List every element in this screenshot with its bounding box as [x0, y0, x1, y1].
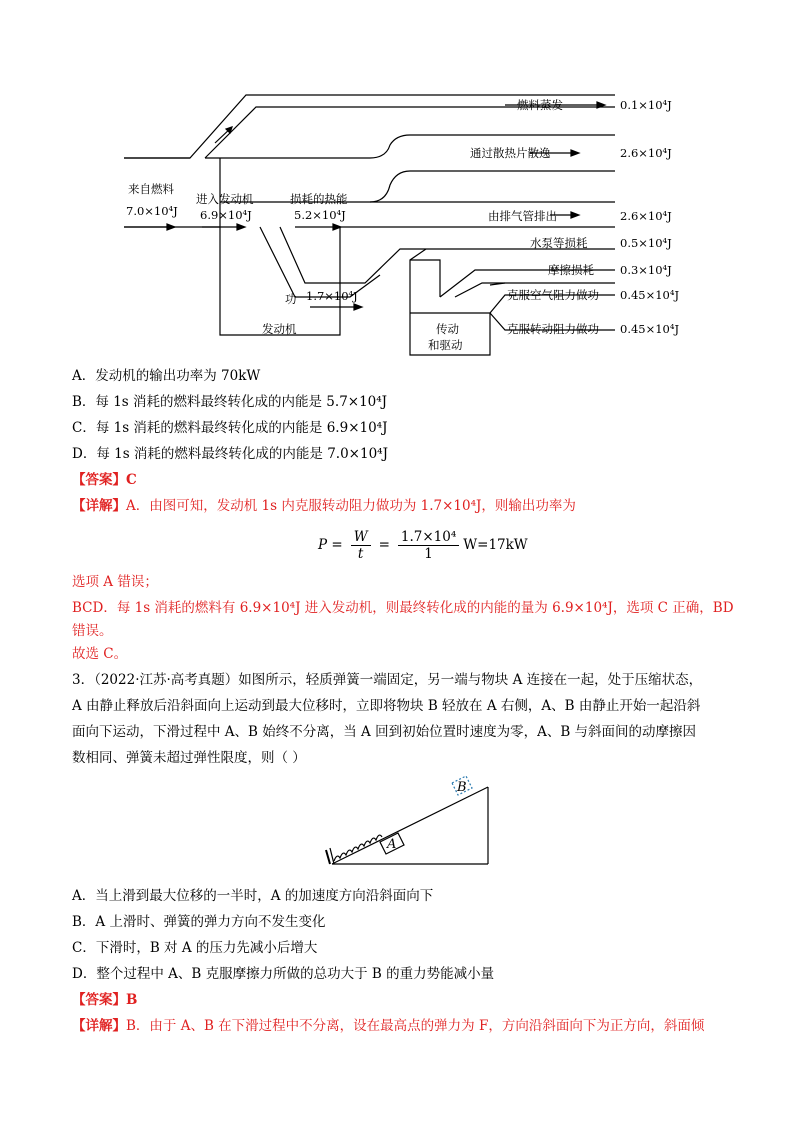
- q3-option-a: A．当上滑到最大位移的一半时，A 的加速度方向沿斜面向下: [72, 888, 434, 904]
- q3-detail-text: B．由于 A、B 在下滑过程中不分离，设在最高点的弹力为 F，方向沿斜面向下为正方向，斜面倾: [126, 1018, 705, 1034]
- q3-option-d: D．整个过程中 A、B 克服摩擦力所做的总功大于 B 的重力势能减小量: [72, 966, 495, 982]
- friction-label: 摩擦损耗: [548, 263, 594, 277]
- q2-option-d: D．每 1s 消耗的燃料最终转化成的内能是 7.0×10⁴J: [72, 446, 388, 462]
- q2-option-c: C．每 1s 消耗的燃料最终转化成的内能是 6.9×10⁴J: [72, 420, 388, 436]
- q2-option-a: A．发动机的输出功率为 70kW: [72, 368, 261, 384]
- q3-stem-line-4: 数相同、弹簧未超过弹性限度，则（ ）: [72, 750, 306, 766]
- formula-num: 1.7×10⁴: [398, 529, 459, 546]
- block-b-label: B: [457, 780, 467, 795]
- q3-stem-line-3: 面向下运动，下滑过程中 A、B 始终不分离，当 A 回到初始位置时速度为零，A、B 与斜面间的动摩擦因: [72, 724, 697, 740]
- formula-eq: =: [378, 537, 390, 553]
- q2-final: 故选 C。: [72, 646, 128, 662]
- transmission-label-1: 传动: [436, 322, 459, 336]
- q3-answer: 【答案】B: [72, 992, 138, 1008]
- heat-loss-value: 5.2×10⁴J: [294, 208, 346, 222]
- q3-stem-line-1: 3．（2022·江苏·高考真题）如图所示，轻质弹簧一端固定，另一端与物块 A 连接在一起，处于压缩状态，: [72, 672, 703, 688]
- q3-option-b: B．A 上滑时、弹簧的弹力方向不发生变化: [72, 914, 326, 930]
- from-fuel-label: 来自燃料: [128, 182, 174, 196]
- formula-den: 1: [424, 545, 433, 562]
- q2-answer: 【答案】C: [72, 472, 137, 488]
- exhaust-value: 2.6×10⁴J: [620, 209, 672, 223]
- pump-value: 0.5×10⁴J: [620, 236, 672, 250]
- formula-w: W: [351, 529, 371, 546]
- air-resistance-value: 0.45×10⁴J: [620, 288, 680, 302]
- q2-option-b: B．每 1s 消耗的燃料最终转化成的内能是 5.7×10⁴J: [72, 394, 388, 410]
- fuel-evap-label: 燃料蒸发: [517, 98, 563, 112]
- incline-figure: [320, 772, 495, 872]
- rolling-resistance-label: 克服转动阻力做功: [507, 322, 599, 336]
- q2-conclusion-bcd-2: 错误。: [72, 623, 113, 639]
- q3-stem-line-2: A 由静止释放后沿斜面向上运动到最大位移时，立即将物块 B 轻放在 A 右侧，A、B 由静止开始一起沿斜: [72, 698, 701, 714]
- heat-loss-label: 损耗的热能: [290, 192, 348, 206]
- fuel-evap-value: 0.1×10⁴J: [620, 98, 672, 112]
- work-label: 功: [285, 292, 297, 306]
- q3-detail-tag: 【详解】: [72, 1018, 126, 1034]
- energy-flow-diagram: [110, 85, 700, 365]
- air-resistance-label: 克服空气阻力做功: [507, 288, 599, 302]
- into-engine-value: 6.9×10⁴J: [200, 208, 252, 222]
- work-value: 1.7×10⁴J: [306, 289, 358, 303]
- radiator-label: 通过散热片散逸: [470, 146, 551, 160]
- formula-lhs: P =: [318, 537, 343, 553]
- from-fuel-value: 7.0×10⁴J: [126, 204, 178, 218]
- formula-rhs: W=17kW: [463, 537, 528, 553]
- rolling-resistance-value: 0.45×10⁴J: [620, 322, 680, 336]
- engine-label: 发动机: [262, 322, 297, 336]
- q3-option-c: C．下滑时，B 对 A 的压力先减小后增大: [72, 940, 318, 956]
- formula-t: t: [357, 545, 364, 562]
- q2-detail-tag: 【详解】: [72, 498, 126, 514]
- q2-detail-text: A．由图可知，发动机 1s 内克服转动阻力做功为 1.7×10⁴J，则输出功率为: [126, 498, 576, 514]
- exhaust-label: 由排气管排出: [488, 209, 557, 223]
- formula-frac-wt: [351, 529, 371, 562]
- friction-value: 0.3×10⁴J: [620, 263, 672, 277]
- q3-detail: [72, 1016, 704, 1036]
- block-a-label: A: [387, 837, 397, 852]
- q2-conclusion-a: 选项 A 错误；: [72, 574, 158, 590]
- transmission-label-2: 和驱动: [428, 338, 463, 352]
- q2-formula: [318, 522, 528, 568]
- into-engine-label: 进入发动机: [196, 192, 254, 206]
- pump-label: 水泵等损耗: [530, 236, 588, 250]
- radiator-value: 2.6×10⁴J: [620, 146, 672, 160]
- formula-frac-value: [398, 529, 459, 562]
- q2-conclusion-bcd-1: BCD．每 1s 消耗的燃料有 6.9×10⁴J 进入发动机，则最终转化成的内能的量为 6.9×10⁴J，选项 C 正确，BD: [72, 600, 734, 616]
- q2-detail: [72, 496, 576, 516]
